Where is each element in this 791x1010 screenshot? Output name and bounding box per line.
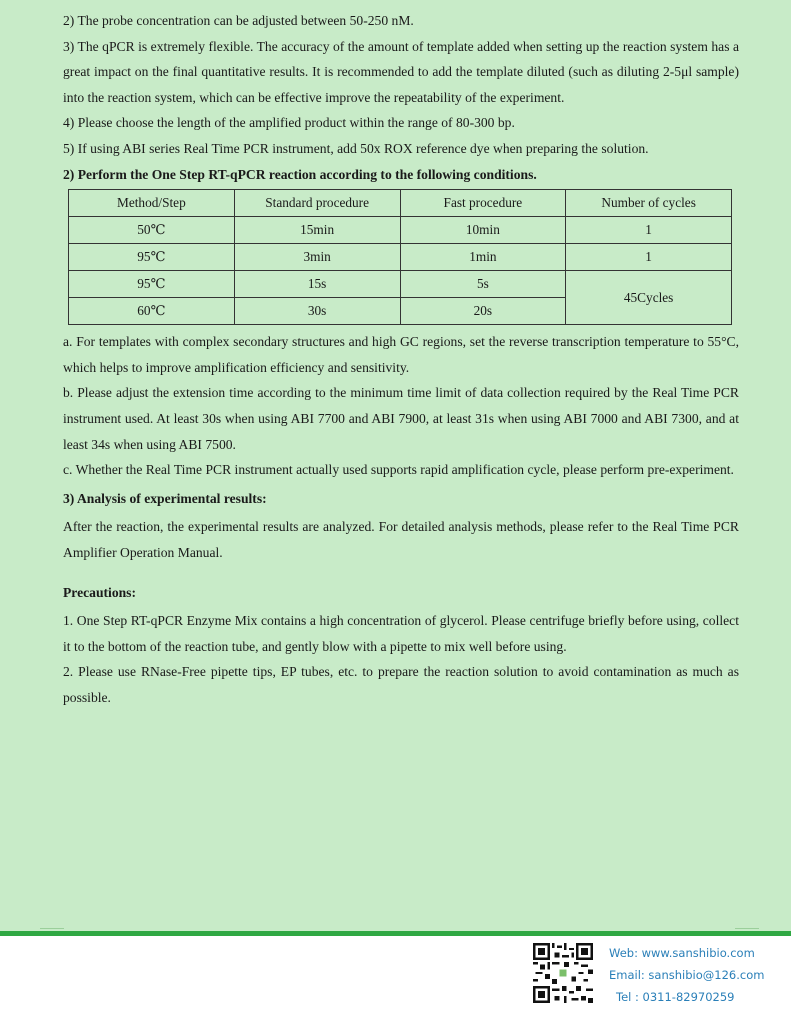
table-cell: 5s [400, 271, 566, 298]
table-cell: 1 [566, 217, 732, 244]
reaction-conditions-table [68, 189, 732, 325]
note-a: a. For templates with complex secondary structures and high GC regions, set the reverse transcription temperature to 55°C, which helps to improve amplification efficiency and sensitivity. [63, 334, 739, 375]
qr-code-icon [533, 943, 593, 1003]
document-body [63, 8, 739, 710]
table-row [69, 217, 732, 244]
paragraph-qpcr-flexible: 3) The qPCR is extremely flexible. The accuracy of the amount of template added when setting up the reaction system has a great impact on the final quantitative results. It is recommended to add the template diluted (such as diluting 2-5μl sample) into the reaction system, which can be effective improve the repeatability of the experiment. [63, 38, 739, 105]
table-header-cell: Number of cycles [566, 190, 732, 217]
table-cell: 20s [400, 298, 566, 325]
section-2-heading: 2) Perform the One Step RT-qPCR reaction according to the following conditions. [63, 166, 537, 182]
table-cell: 10min [400, 217, 566, 244]
paragraph-probe: 2) The probe concentration can be adjusted between 50-250 nM. [63, 13, 414, 28]
precaution-1: 1. One Step RT-qPCR Enzyme Mix contains a high concentration of glycerol. Please centrifuge briefly before using, collect it to the bottom of the reaction tube, and gently blow with a pipette to mix well before using. [63, 613, 739, 654]
table-cell: 15min [234, 217, 400, 244]
contact-info [609, 942, 764, 1008]
footer-divider-tick [40, 928, 64, 929]
note-c: c. Whether the Real Time PCR instrument actually used supports rapid amplification cycle, please perform pre-experiment. [63, 462, 734, 478]
table-cell-merged-cycles: 45Cycles [566, 271, 732, 325]
section-3-heading: 3) Analysis of experimental results: [63, 490, 267, 506]
table-header-cell: Method/Step [69, 190, 235, 217]
table-cell: 1min [400, 244, 566, 271]
table-cell: 95℃ [69, 271, 235, 298]
footer-divider [0, 931, 791, 936]
phone-number: Tel : 0311-82970259 [616, 990, 735, 1004]
paragraph-product-length: 4) Please choose the length of the amplified product within the range of 80-300 bp. [63, 115, 515, 131]
table-cell: 3min [234, 244, 400, 271]
email-link[interactable]: Email: sanshibio@126.com [609, 968, 765, 982]
table-header-cell: Standard procedure [234, 190, 400, 217]
section-3-text: After the reaction, the experimental results are analyzed. For detailed analysis methods, please refer to the Real Time PCR Amplifier Operation Manual. [63, 519, 739, 560]
precautions-heading: Precautions: [63, 584, 136, 600]
table-cell: 15s [234, 271, 400, 298]
table-row [69, 244, 732, 271]
table-cell: 95℃ [69, 244, 235, 271]
website-link[interactable]: Web: www.sanshibio.com [609, 946, 755, 960]
precaution-2: 2. Please use RNase-Free pipette tips, EP tubes, etc. to prepare the reaction solution to avoid contamination as much as possible. [63, 664, 739, 705]
table-cell: 1 [566, 244, 732, 271]
paragraph-rox: 5) If using ABI series Real Time PCR instrument, add 50x ROX reference dye when preparing the solution. [63, 140, 649, 156]
table-cell: 60℃ [69, 298, 235, 325]
table-header-cell: Fast procedure [400, 190, 566, 217]
table-cell: 30s [234, 298, 400, 325]
table-header-row [69, 190, 732, 217]
note-b: b. Please adjust the extension time according to the minimum time limit of data collection required by the Real Time PCR instrument used. At least 30s when using ABI 7700 and ABI 7900, at least 31s when using ABI 7000 and ABI 7300, and at least 34s when using ABI 7500. [63, 385, 739, 452]
table-cell: 50℃ [69, 217, 235, 244]
table-row [69, 271, 732, 298]
footer-divider-tick [735, 928, 759, 929]
